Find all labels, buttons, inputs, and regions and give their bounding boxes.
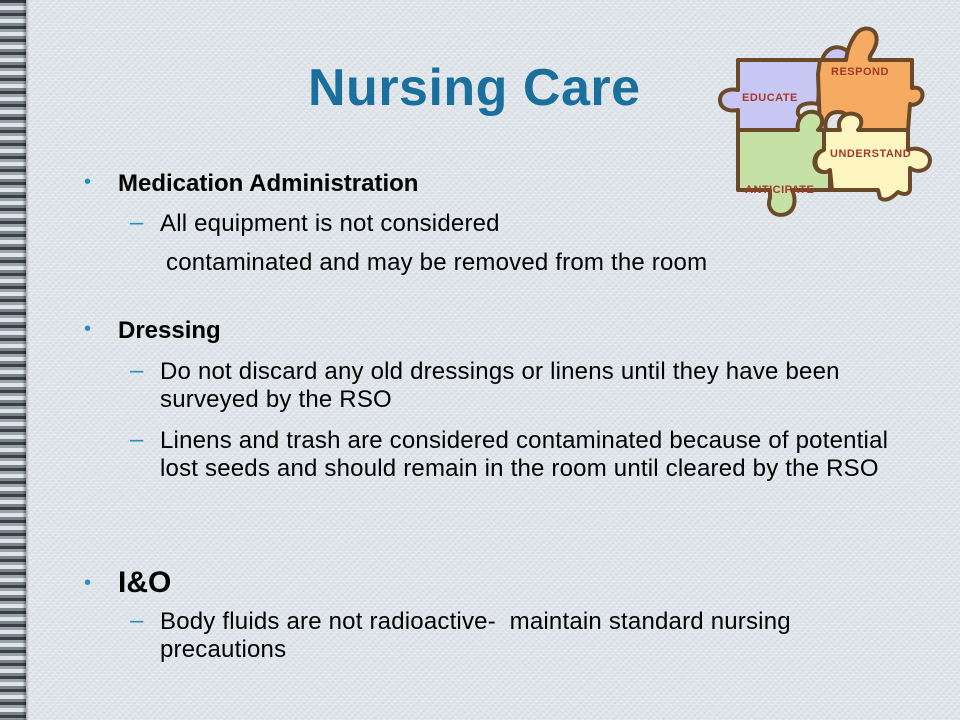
sub-item-text: Do not discard any old dressings or linens until they have been surveyed by the RSO bbox=[160, 358, 840, 413]
binding-shadow bbox=[26, 0, 29, 720]
puzzle-label-understand: UNDERSTAND bbox=[830, 148, 912, 160]
puzzle-piece-respond bbox=[818, 29, 923, 130]
sub-bullet-dash: – bbox=[130, 357, 144, 384]
sub-bullet-dash: – bbox=[130, 209, 144, 236]
section-heading-io: I&O bbox=[118, 566, 172, 599]
sub-bullet-dash: – bbox=[130, 426, 144, 453]
sub-item-text: contaminated and may be removed from the room bbox=[166, 249, 708, 276]
section-heading-dressing: Dressing bbox=[118, 317, 221, 344]
section-heading-medication: Medication Administration bbox=[118, 170, 419, 197]
bullet-dot: • bbox=[84, 171, 92, 193]
puzzle-graphic bbox=[700, 22, 940, 232]
spiral-binding bbox=[0, 0, 26, 720]
sub-bullet-dash: – bbox=[130, 607, 144, 634]
puzzle-label-anticipate: ANTICIPATE bbox=[745, 184, 815, 196]
sub-item-text: Linens and trash are considered contaminated because of potential lost seeds and should remain in the room until cleared by the RSO bbox=[160, 427, 889, 482]
puzzle-label-educate: EDUCATE bbox=[742, 92, 798, 104]
sub-item-text: All equipment is not considered bbox=[160, 210, 500, 237]
sub-item-text: Body fluids are not radioactive- maintain standard nursing precautions bbox=[160, 608, 798, 663]
bullet-dot: • bbox=[84, 318, 92, 340]
slide-title: Nursing Care bbox=[308, 59, 641, 117]
bullet-dot: • bbox=[84, 572, 92, 594]
puzzle-label-respond: RESPOND bbox=[831, 66, 889, 78]
